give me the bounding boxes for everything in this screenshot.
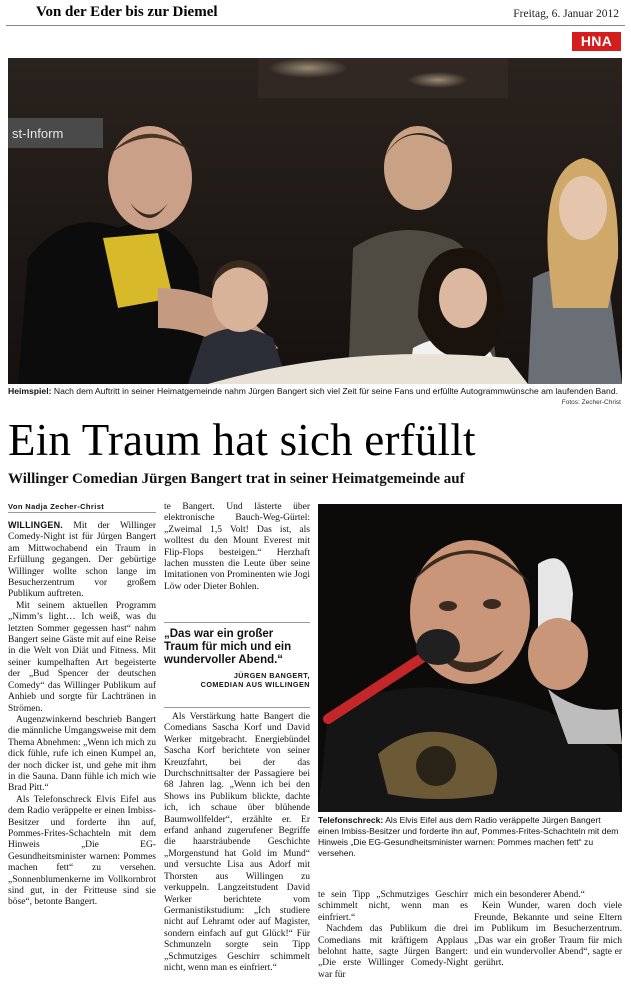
headline: Ein Traum hat sich erfüllt [8, 415, 476, 465]
byline: Von Nadja Zecher-Christ [8, 502, 156, 513]
caption-text: Als Elvis Eifel aus dem Radio veräppelte Jürgen Bangert einen Imbiss-Besitzer und forderte ihn auf, Pommes-Frites-Schachteln mit dem Hinweis „Die EG-Gesundheitsminister warnen: Pommes machen fett“ zu versehen. [318, 815, 619, 858]
article-column-2-top [164, 502, 310, 618]
side-photo [318, 504, 622, 812]
article-paragraph: Augenzwinkernd beschrieb Bangert die männliche Umgangsweise mit dem Thema Abnehmen: „Wenn ich mich zu dick fühle, rufe ich einen Kumpel an, der noch dicker ist, und gehe mit ihm in die Sauna. Dann fühle ich mich wie Brad Pitt.“ [8, 714, 156, 794]
article-paragraph: Als Verstärkung hatte Bangert die Comedians Sascha Korf und David Werker mitgebracht. Energiebündel Sascha Korf berichtete von seiner Kreuzfahrt, bei der das Durchschnittsalter der Passagiere bei 68 Jahren lag. „Wenn ich bei den Shows ins Publikum blickte, dachte ich, ich schaue über blühende Baumwollfelder“, erzählte er. Er erfand anhand zugerufener Begriffe die haarsträubende Geschichte „Morgenstund hat Gold im Mund“ und versuchte Lisa aus Adorf mit Thorsten aus Willingen zu verkuppeln. Langzeitstudent David Werker berichtete vom Germanistikstudium: „Ich studiere nicht auf Lehramt oder auf Magister, sondern einfach auf gut Glück!“ Für Schmunzeln sorgte sein Tipp „Schmutziges Geschirr schimmelt nicht, wenn man es einfriert.“ [164, 712, 310, 973]
info-sign-text: st-Inform [12, 126, 64, 141]
main-photo-caption [8, 386, 620, 397]
caption-text: Nach dem Auftritt in seiner Heimatgemeinde nahm Jürgen Bangert sich viel Zeit für seine Fans und erfüllte Autogrammwünsche am laufenden Band. [51, 386, 619, 396]
dateline: WILLINGEN. [8, 520, 63, 530]
main-photo-illustration [8, 58, 622, 384]
side-photo-illustration [318, 504, 622, 812]
article-paragraph: te sein Tipp „Schmutziges Geschirr schimmelt nicht, wenn man es einfriert.“ [318, 890, 468, 923]
caption-lead: Telefonschreck: [318, 815, 384, 825]
pull-quote-author-name: JÜRGEN BANGERT, [233, 671, 310, 680]
section-title: Von der Eder bis zur Diemel [36, 4, 218, 20]
article-paragraph: Nachdem das Publikum die drei Comedians mit kräftigem Applaus belohnt hatte, sagte Jürgen Bangert: „Die erste Willinger Comedy-Night war für [318, 924, 468, 980]
article-paragraph: te Bangert. Und lästerte über elektronische Bauch-Weg-Gürtel: „Zweimal 1,5 Volt! Das ist, als wolltest du den Mount Everest mit Flip-Flops besteigen.“ Herzhaft lachen mussten die Leute über seine Imitationen von Prominenten wie Jogi Löw oder Dieter Bohlen. [164, 502, 310, 592]
page-header [6, 2, 625, 26]
caption-lead: Heimspiel: [8, 386, 52, 396]
pull-quote-author [164, 671, 310, 689]
article-paragraph: Als Telefonschreck Elvis Eifel aus dem Radio veräppelte er einen Imbiss-Besitzer und forderte ihn auf, Pommes-Frites-Schachteln mit dem Hinweis „Die EG-Gesundheitsminister warnen: Pommes machen fett“ zu versehen. „Sonnenblumenkerne im Vollkornbrot sind gut, in der Fritteuse sind sie böse“, betonte Bangert. [8, 794, 156, 908]
subheadline: Willinger Comedian Jürgen Bangert trat in seiner Heimatgemeinde auf [8, 471, 465, 487]
issue-date: Freitag, 6. Januar 2012 [513, 8, 619, 20]
side-photo-caption [318, 815, 622, 859]
main-photo [8, 58, 622, 384]
pull-quote [164, 622, 310, 708]
article-column-2-bottom [164, 712, 310, 984]
article-paragraph: WILLINGEN. Mit der Willinger Comedy-Night ist für Jürgen Bangert am Mittwochabend ein Traum in Erfüllung gegangen. Der gebürtige Willinger wollte schon lange im Besucherzentrum vor großem Publikum auftreten. [8, 520, 156, 600]
article-column-3 [318, 890, 468, 984]
article-column-4 [474, 890, 622, 984]
pull-quote-author-role: COMEDIAN AUS WILLINGEN [200, 680, 310, 689]
photo-credit: Fotos: Zecher-Christ [561, 399, 621, 406]
article-paragraph: Kein Wunder, waren doch viele Freunde, Bekannte und seine Eltern im Publikum im Besucherzentrum. „Das war ein großer Traum für mich und ein wundervoller Abend“, sagte er gerührt. [474, 901, 622, 969]
article-paragraph: Mit seinem aktuellen Programm „Nimm’s light… Ich weiß, was du letzten Sommer gegessen hast“ nahm Bangert seine Gäste mit auf eine Reise in die Welt von Diät und Fitness. Mit seiner kumpelhaften Art begeisterte der „Bud Spencer der deutschen Comedy“ das Willinger Publikum auf Anhieb und sorgte für Lachtränen in Strömen. [8, 600, 156, 714]
pull-quote-text: „Das war ein großer Traum für mich und ein wundervoller Abend.“ [164, 628, 292, 666]
article-column-1 [8, 520, 156, 984]
article-paragraph: mich ein besonderer Abend.“ [474, 890, 585, 900]
hna-logo: HNA [572, 32, 621, 51]
